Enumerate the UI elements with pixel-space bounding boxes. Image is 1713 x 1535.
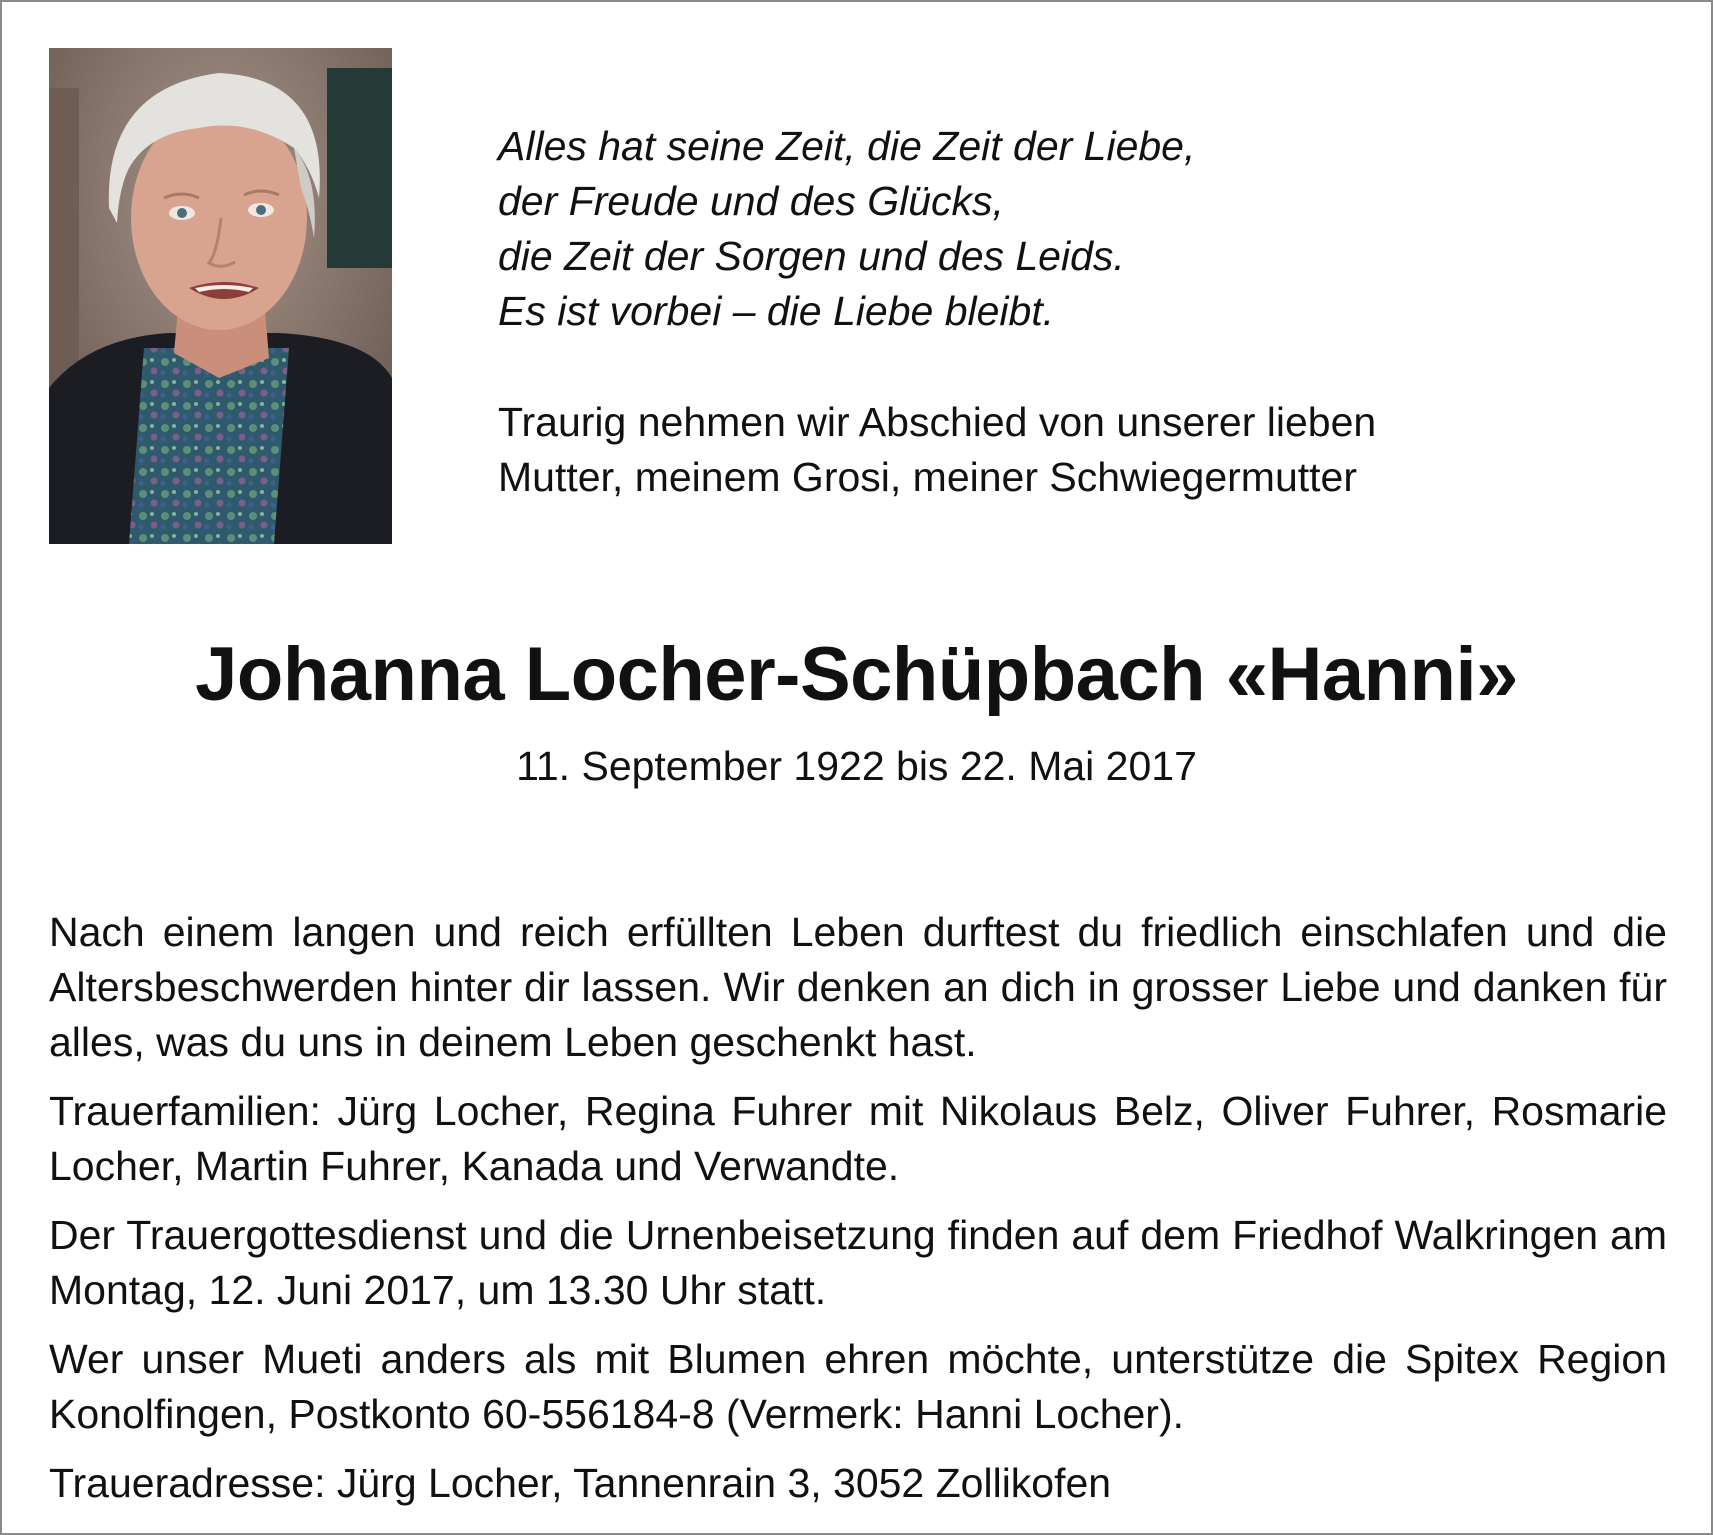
donation-paragraph: Wer unser Mueti anders als mit Blumen ehren möchte, unterstütze die Spitex Region Konolfingen, Postkonto 60-556184-8 (Vermerk: Hanni Locher). xyxy=(49,1336,1667,1437)
portrait-image xyxy=(49,48,392,544)
deceased-name: Johanna Locher-Schüpbach «Hanni» xyxy=(195,632,1518,717)
farewell-line: Mutter, meinem Grosi, meiner Schwiegermutter xyxy=(498,454,1357,500)
verse xyxy=(498,119,1598,339)
notice-body xyxy=(49,905,1667,1525)
farewell-line: Traurig nehmen wir Abschied von unserer lieben xyxy=(498,399,1377,445)
service-info-paragraph: Der Trauergottesdienst und die Urnenbeisetzung finden auf dem Friedhof Walkringen am Montag, 12. Juni 2017, um 13.30 Uhr statt. xyxy=(49,1212,1667,1313)
mourning-address-paragraph: Traueradresse: Jürg Locher, Tannenrain 3, 3052 Zollikofen xyxy=(49,1460,1112,1506)
verse-line: Alles hat seine Zeit, die Zeit der Liebe, xyxy=(498,123,1196,169)
verse-line: der Freude und des Glücks, xyxy=(498,178,1004,224)
condolence-paragraph: Nach einem langen und reich erfüllten Leben durftest du friedlich einschlafen und die Altersbeschwerden hinter dir lassen. Wir denken an dich in grosser Liebe und danken für alles, was du uns in deinem Leben geschenkt hast. xyxy=(49,909,1667,1065)
mourning-families-paragraph: Trauerfamilien: Jürg Locher, Regina Fuhrer mit Nikolaus Belz, Oliver Fuhrer, Rosmarie Locher, Martin Fuhrer, Kanada und Verwandte. xyxy=(49,1088,1667,1189)
portrait-photo xyxy=(49,48,392,544)
farewell-text xyxy=(498,395,1648,505)
verse-line: die Zeit der Sorgen und des Leids. xyxy=(498,233,1125,279)
life-dates: 11. September 1922 bis 22. Mai 2017 xyxy=(516,743,1197,789)
verse-line: Es ist vorbei – die Liebe bleibt. xyxy=(498,288,1055,334)
